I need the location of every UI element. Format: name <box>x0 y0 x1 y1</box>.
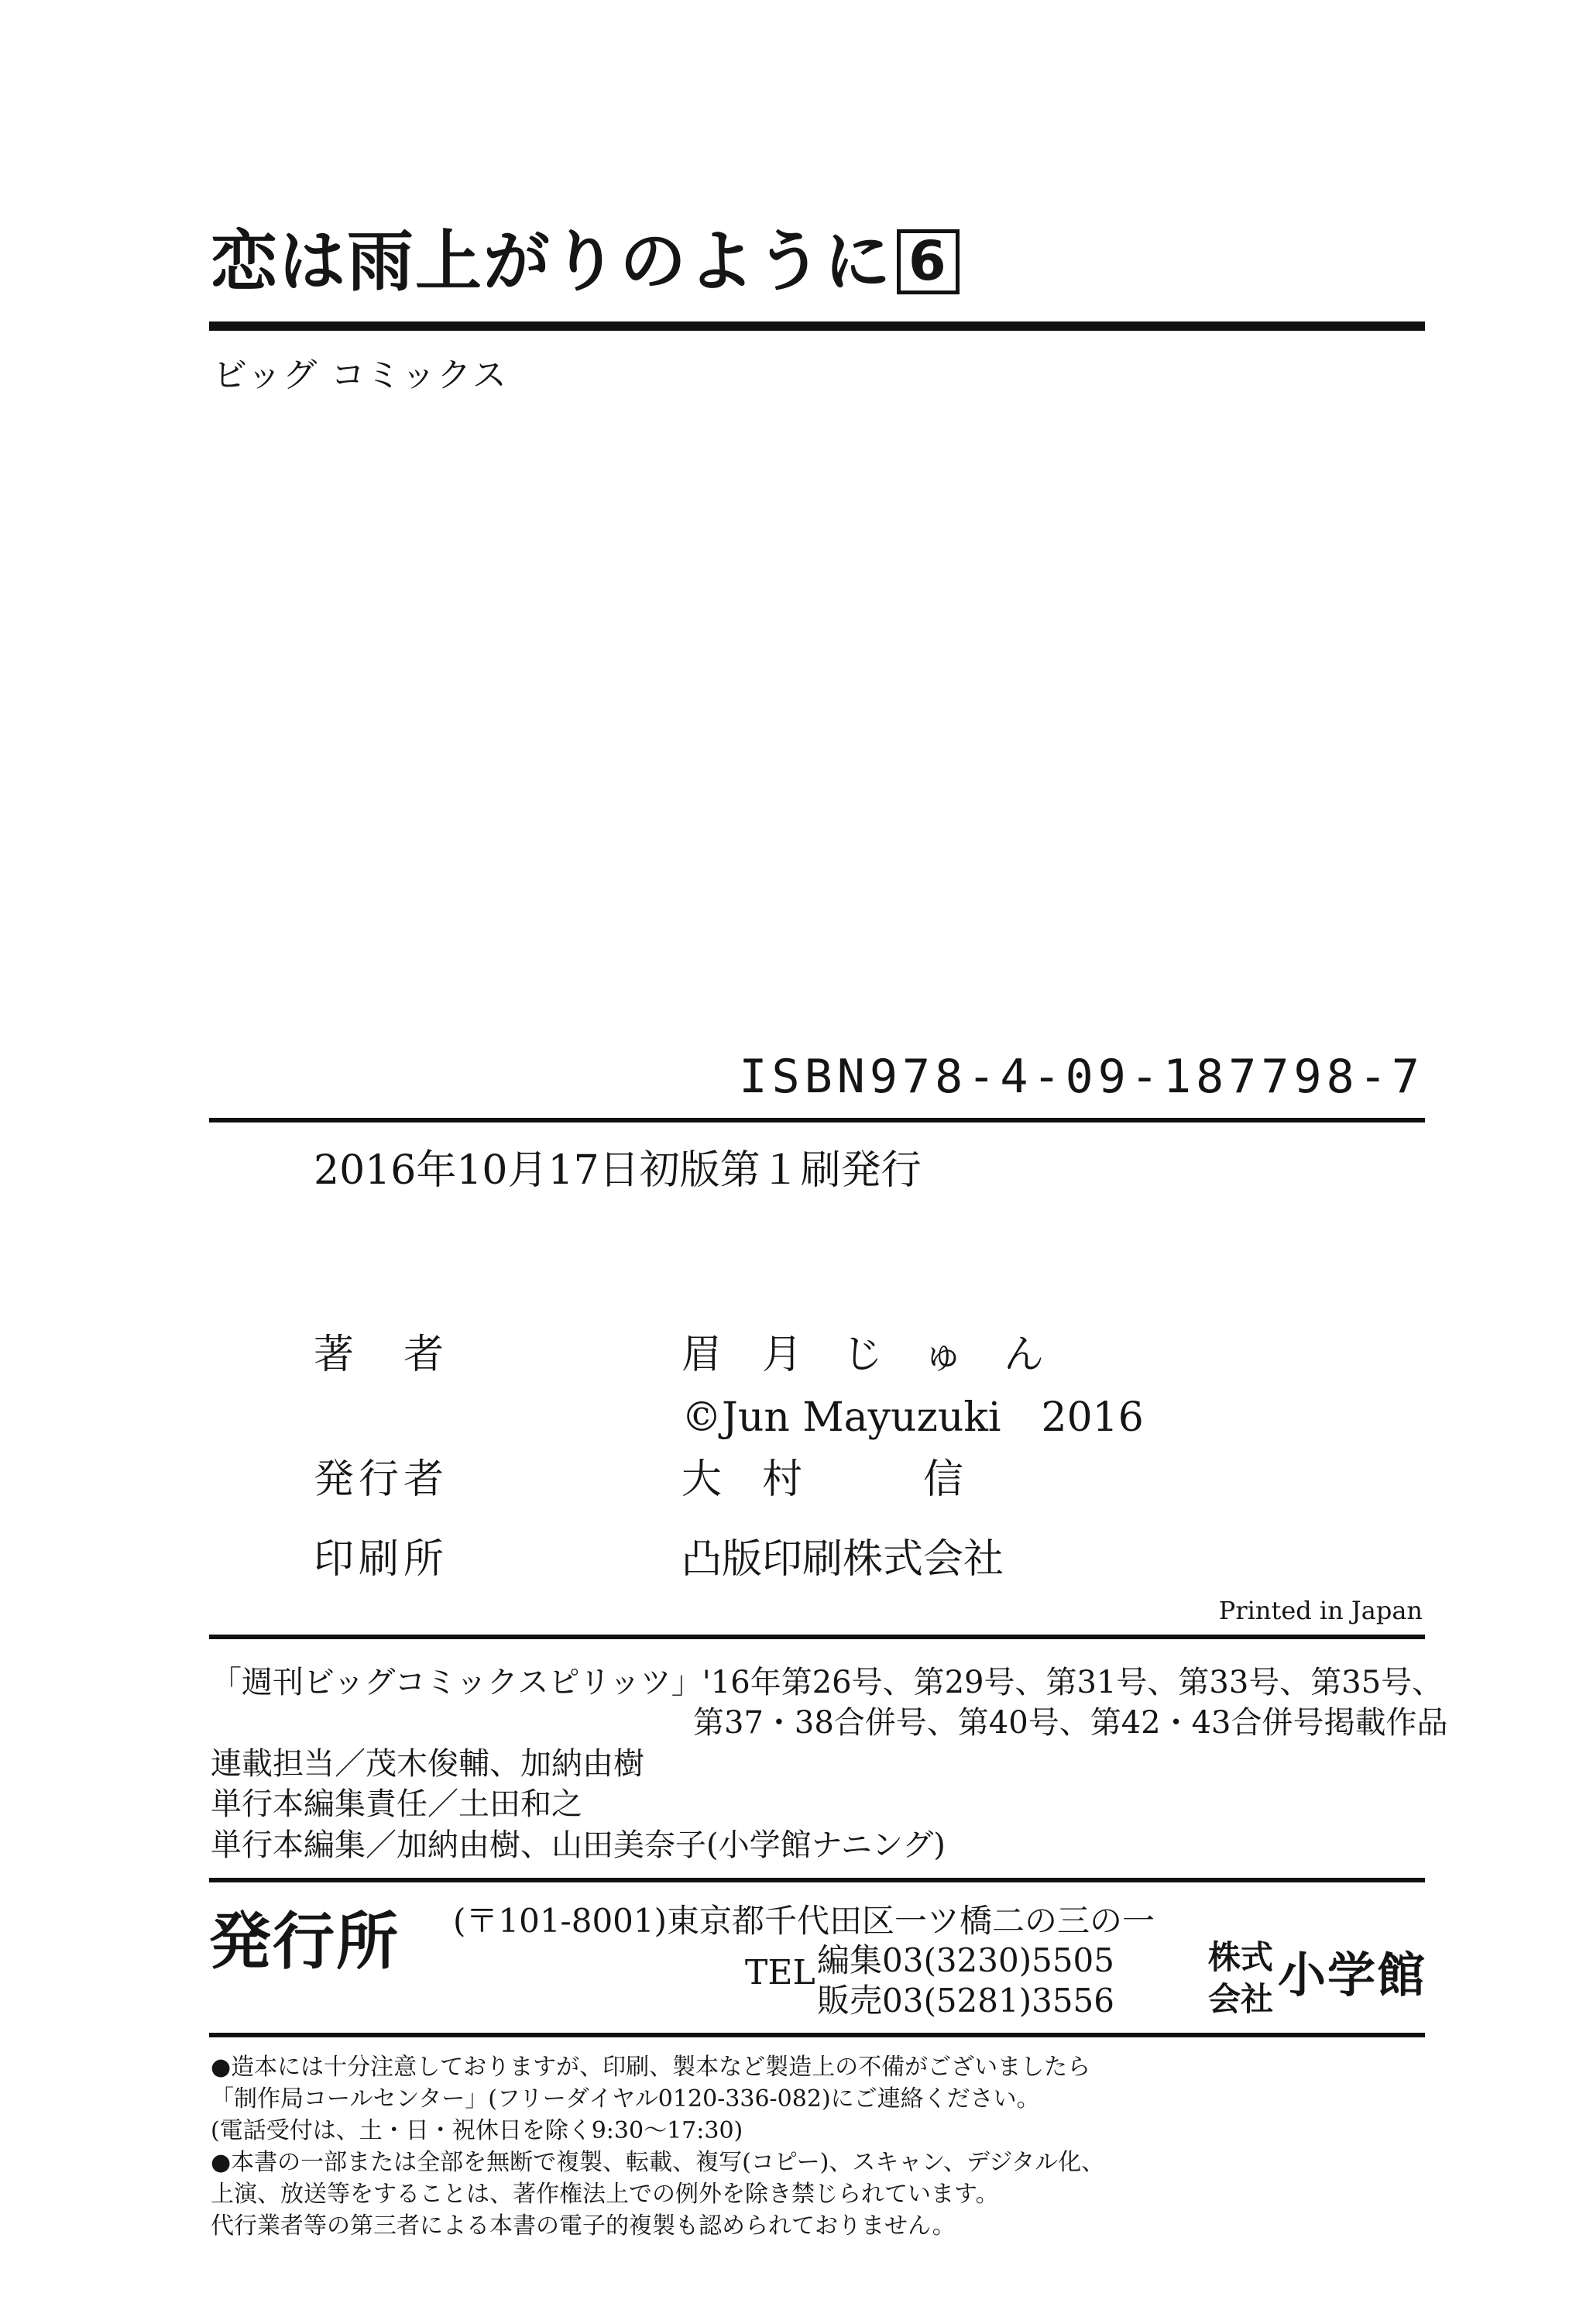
isbn-rule <box>209 1118 1425 1122</box>
imprint-label: ビッグ コミックス <box>213 356 508 395</box>
book-title <box>211 223 960 301</box>
credit-value-printer: 凸版印刷株式会社 <box>681 1536 1004 1583</box>
credit-label-author: 著 者 <box>314 1332 449 1378</box>
fine-print-line: (電話受付は、土・日・祝休日を除く9:30〜17:30) <box>211 2117 743 2144</box>
title-rule <box>209 321 1425 331</box>
fine-print-line: ●造本には十分注意しておりますが、印刷、製本など製造上の不備がございましたら <box>211 2054 1091 2081</box>
fine-print-line: 「制作局コールセンター」(フリーダイヤル0120-336-082)にご連絡ください。 <box>211 2085 1040 2113</box>
tel-sales: 販売03(5281)3556 <box>817 1982 1114 2020</box>
fine-print-line: 代行業者等の第三者による本書の電子的複製も認められておりません。 <box>211 2212 956 2240</box>
editor-book: 単行本編集／加納由樹、山田美奈子(小学館ナニング) <box>211 1827 946 1863</box>
credit-label-printer: 印刷所 <box>314 1536 449 1583</box>
tel-editorial: 編集03(3230)5505 <box>817 1941 1114 1979</box>
kabushiki-bottom: 会社 <box>1208 1980 1274 2018</box>
fine-print-line: ●本書の一部または全部を無断で複製、転載、複写(コピー)、スキャン、デジタル化、 <box>211 2149 1105 2176</box>
isbn: ISBN978-4-09-187798-7 <box>739 1050 1424 1104</box>
publication-date: 2016年10月17日初版第１刷発行 <box>314 1147 922 1194</box>
publisher-heading: 発行所 <box>209 1906 400 1978</box>
editor-book-chief: 単行本編集責任／土田和之 <box>211 1786 582 1822</box>
serialization-line-1: 「週刊ビッグコミックスピリッツ」'16年第26号、第29号、第31号、第33号、第35号、 <box>211 1665 1444 1700</box>
kabushiki-top: 株式 <box>1208 1938 1274 1976</box>
book-title-text: 恋は雨上がりのように <box>211 223 892 301</box>
volume-number-box: 6 <box>897 229 960 294</box>
publisher-top-rule <box>209 1878 1425 1882</box>
serialization-line-2: 第37・38合併号、第40号、第42・43合併号掲載作品 <box>693 1705 1448 1741</box>
fine-print-line: 上演、放送等をすることは、著作権法上での例外を除き禁じられています。 <box>211 2181 999 2208</box>
editor-serial: 連載担当／茂木俊輔、加納由樹 <box>211 1746 644 1782</box>
tel-label: TEL <box>745 1953 815 1992</box>
credit-label-publisher: 発行者 <box>314 1456 449 1503</box>
credits-rule <box>209 1635 1425 1639</box>
credit-copyright: ©Jun Mayuzuki 2016 <box>681 1394 1144 1441</box>
publisher-address: (〒101-8001)東京都千代田区一ツ橋二の三の一 <box>453 1902 1155 1940</box>
credit-value-author: 眉 月 じ ゅ ん <box>681 1332 1045 1378</box>
publisher-name: 小学館 <box>1278 1947 1427 2003</box>
printed-in-japan: Printed in Japan <box>1218 1596 1423 1625</box>
publisher-bottom-rule <box>209 2033 1425 2037</box>
credit-value-publisher: 大 村 信 <box>681 1456 964 1503</box>
